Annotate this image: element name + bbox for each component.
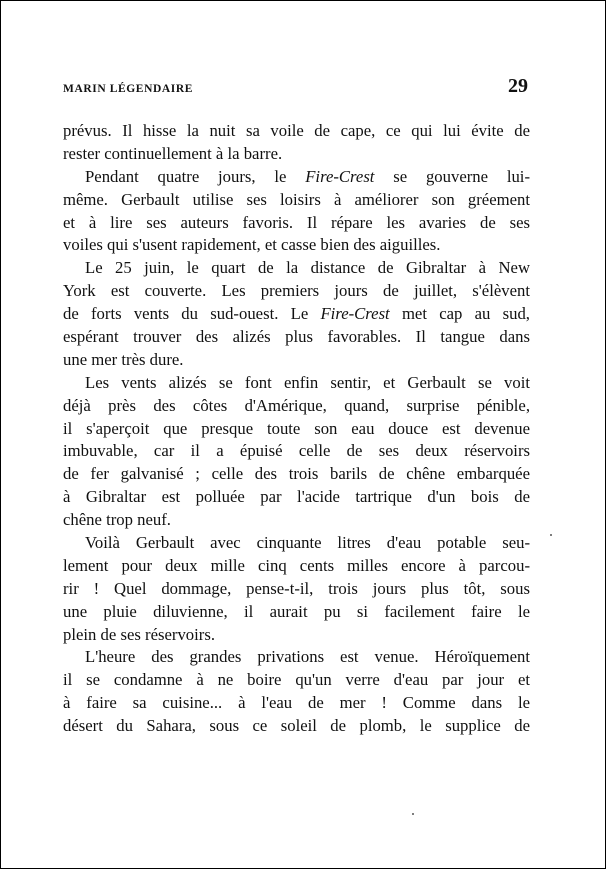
text-line: il se condamne à ne boire qu'un verre d'eau par jour et: [63, 670, 530, 690]
text-line: désert du Sahara, sous ce soleil de plomb, le supplice de: [63, 716, 530, 736]
scan-speck: [412, 813, 414, 815]
text-line: de fer galvanisé ; celle des trois barils de chêne embarquée: [63, 464, 530, 484]
scan-speck: [550, 534, 552, 536]
text-line: plein de ses réservoirs.: [63, 624, 215, 644]
running-title: MARIN LÉGENDAIRE: [63, 83, 194, 95]
text-line: Le 25 juin, le quart de la distance de Gibraltar à New: [85, 258, 530, 278]
text-line: chêne trop neuf.: [63, 510, 171, 530]
page-number: 29: [508, 75, 528, 97]
body-text: [63, 120, 530, 738]
text-line: à Gibraltar est polluée par l'acide tartrique d'un bois de: [63, 487, 530, 507]
text-line: une pluie diluvienne, il aurait pu si facilement faire le: [63, 601, 530, 621]
ship-name: Fire-Crest: [305, 166, 375, 186]
text-line: Pendant quatre jours, le Fire-Crest se gouverne lui-: [85, 166, 531, 186]
text-line: et à lire ses auteurs favoris. Il répare les avaries de ses: [63, 212, 530, 232]
text-line: Les vents alizés se font enfin sentir, et Gerbault se voit: [85, 372, 530, 392]
text-line: Voilà Gerbault avec cinquante litres d'eau potable seu-: [85, 533, 530, 553]
ship-name: Fire-Crest: [320, 304, 390, 324]
text-line: de forts vents du sud-ouest. Le Fire-Crest met cap au sud,: [63, 304, 530, 324]
text-line: imbuvable, car il a épuisé celle de ses deux réservoirs: [63, 441, 530, 461]
text-line: il s'aperçoit que presque toute son eau douce est devenue: [63, 418, 530, 438]
text-line: L'heure des grandes privations est venue. Héroïquement: [85, 647, 530, 667]
text-line: à faire sa cuisine... à l'eau de mer ! Comme dans le: [63, 693, 530, 713]
text-line: voiles qui s'usent rapidement, et casse bien des aiguilles.: [63, 235, 441, 255]
text-line: rester continuellement à la barre.: [63, 143, 283, 163]
text-line: espérant trouver des alizés plus favorables. Il tangue dans: [63, 327, 530, 347]
text-line: lement pour deux mille cinq cents milles encore à parcou-: [63, 555, 530, 575]
text-line: une mer très dure.: [63, 349, 184, 369]
text-line: rir ! Quel dommage, pense-t-il, trois jours plus tôt, sous: [63, 578, 530, 598]
text-line: York est couverte. Les premiers jours de juillet, s'élèvent: [63, 281, 530, 301]
text-line: même. Gerbault utilise ses loisirs à améliorer son gréement: [63, 189, 530, 209]
text-line: déjà près des côtes d'Amérique, quand, surprise pénible,: [63, 395, 530, 415]
text-line: prévus. Il hisse la nuit sa voile de cape, ce qui lui évite de: [63, 121, 530, 140]
